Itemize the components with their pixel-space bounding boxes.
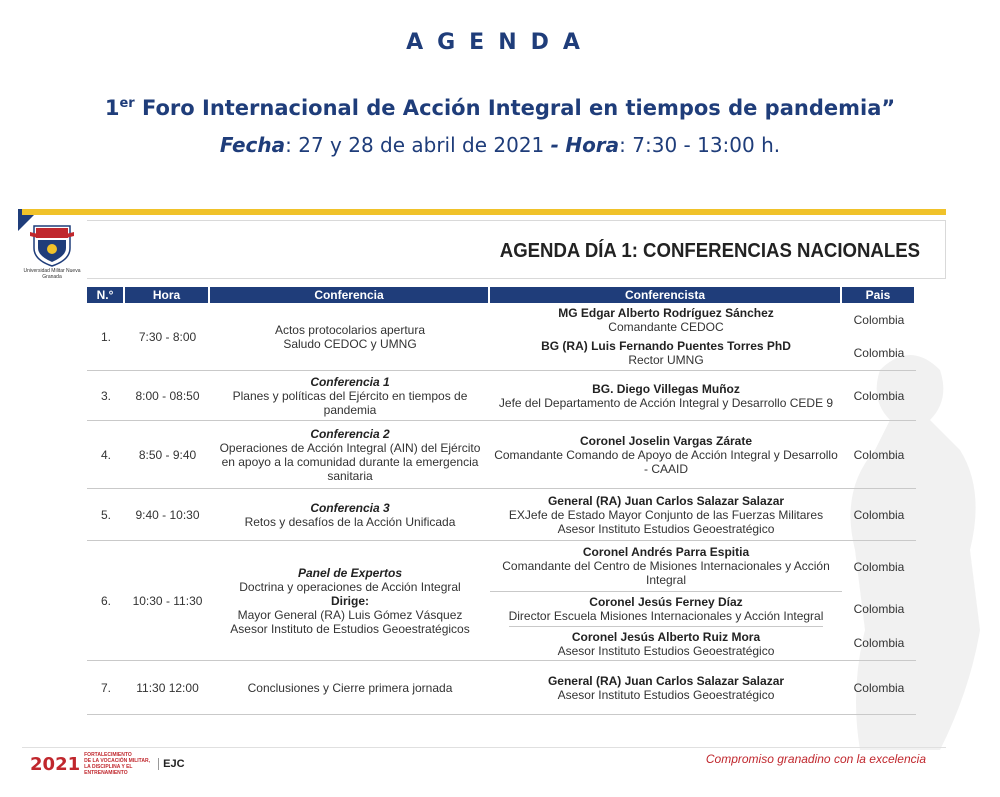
row-hora: 7:30 - 8:00 — [138, 329, 197, 344]
speaker-role: Asesor Instituto Estudios Geoestratégico — [557, 687, 775, 702]
speaker-role: Jefe del Departamento de Acción Integral y Desarrollo CEDE 9 — [498, 395, 834, 410]
row-conference — [210, 421, 490, 488]
speaker-name: MG Edgar Alberto Rodríguez Sánchez — [558, 305, 774, 320]
conference-line: Doctrina y operaciones de Acción Integral — [239, 579, 461, 594]
row-number: 3. — [100, 388, 111, 403]
agenda-table — [87, 287, 916, 715]
table-row — [87, 421, 916, 489]
row-hora: 9:40 - 10:30 — [135, 507, 200, 522]
crest-caption: Universidad Militar Nueva Granada — [23, 268, 81, 280]
speaker — [509, 592, 824, 628]
speaker-role: Comandante CEDOC — [608, 319, 724, 334]
row-hora: 11:30 12:00 — [136, 680, 199, 695]
row-hora: 8:50 - 9:40 — [138, 447, 197, 462]
speaker-name: Coronel Andrés Parra Espitia — [582, 544, 750, 559]
conference-line: Retos y desafíos de la Acción Unificada — [244, 514, 456, 529]
row-hora: 8:00 - 08:50 — [135, 388, 200, 403]
speaker — [490, 541, 842, 592]
pais-value: Colombia — [853, 346, 905, 361]
motto-line: DE LA VOCACIÓN MILITAR, — [84, 758, 150, 764]
gold-divider — [22, 209, 946, 215]
pais-value: Colombia — [853, 636, 905, 650]
conference-title: Panel de Expertos — [297, 565, 403, 580]
row-number: 7. — [100, 680, 111, 695]
conference-title: Conferencia 3 — [310, 500, 390, 515]
row-conference — [210, 303, 490, 370]
pais-value: Colombia — [853, 602, 905, 616]
speaker-role: EXJefe de Estado Mayor Conjunto de las Fuerzas Militares — [508, 507, 824, 522]
row-conference — [210, 489, 490, 540]
hora-value: : 7:30 - 13:00 h. — [619, 133, 781, 157]
speaker-role: Rector UMNG — [628, 353, 704, 368]
subtitle-text: Foro Internacional de Acción Integral en tiempos de pandemia” — [134, 96, 896, 120]
table-row — [87, 371, 916, 421]
speaker — [558, 627, 775, 660]
header-conferencia: Conferencia — [210, 287, 490, 303]
table-row — [87, 303, 916, 371]
dirige-label: Dirige: — [330, 593, 369, 608]
speaker-role: Asesor Instituto Estudios Geoestratégico — [557, 521, 775, 536]
speaker-name: BG (RA) Luis Fernando Puentes Torres PhD — [541, 339, 791, 354]
page-title: AGENDA — [406, 30, 594, 55]
row-speakers — [490, 489, 842, 540]
subtitle-sup: er — [119, 96, 135, 111]
row-speakers — [490, 371, 842, 420]
table-row — [87, 541, 916, 661]
pais-value: Colombia — [853, 312, 905, 327]
conference-title: Conferencia 2 — [310, 426, 390, 441]
dateline-separator: - — [550, 133, 559, 157]
row-pais — [842, 541, 916, 660]
row-speakers — [490, 541, 842, 660]
speaker-name: General (RA) Juan Carlos Salazar Salazar — [547, 673, 785, 688]
motto-line: LA DISCIPLINA Y EL ENTRENAMIENTO — [84, 764, 133, 776]
ejc-logo: EJC — [158, 758, 184, 770]
row-speakers — [490, 421, 842, 488]
footer-motto — [84, 752, 154, 776]
speaker-role: Comandante Comando de Apoyo de Acción Integral y Desarrollo - CAAID — [494, 447, 838, 476]
footer-tagline: Compromiso granadino con la excelencia — [705, 752, 926, 766]
footer-logo — [30, 752, 185, 776]
speaker-role: Comandante del Centro de Misiones Internacionales y Acción Integral — [502, 558, 830, 587]
table-header — [87, 287, 916, 303]
fecha-value: : 27 y 28 de abril de 2021 — [285, 133, 551, 157]
dateline — [0, 133, 1000, 157]
speaker-role: Director Escuela Misiones Internacionales y Acción Integral — [508, 608, 824, 623]
pais-value: Colombia — [853, 680, 905, 695]
pais-value: Colombia — [853, 388, 905, 403]
row-conference — [210, 371, 490, 420]
event-subtitle — [0, 96, 1000, 120]
header-pais: Pais — [842, 287, 916, 303]
subtitle-prefix: 1 — [104, 96, 120, 120]
speaker-name: General (RA) Juan Carlos Salazar Salazar — [547, 493, 785, 508]
conference-title: Conferencia 1 — [310, 374, 390, 389]
row-conference — [210, 541, 490, 660]
conference-line: Actos protocolarios apertura — [274, 322, 426, 337]
conference-line: Planes y políticas del Ejército en tiempos de pandemia — [232, 388, 468, 417]
row-pais — [842, 303, 916, 370]
row-number: 1. — [100, 329, 111, 344]
speaker-name: Coronel Jesús Alberto Ruiz Mora — [571, 629, 761, 644]
header-hora: Hora — [125, 287, 210, 303]
year-prefix: 20 — [30, 753, 56, 775]
conference-line: Operaciones de Acción Integral (AIN) del Ejército en apoyo a la comunidad durante la emergencia sanitaria — [219, 440, 481, 483]
speaker-name: Coronel Jesús Ferney Díaz — [589, 594, 743, 609]
motto-line: FORTALECIMIENTO — [84, 752, 132, 758]
table-row — [87, 661, 916, 715]
speaker — [558, 303, 774, 337]
header-conferencista: Conferencista — [490, 287, 842, 303]
row-speakers — [490, 661, 842, 714]
footer-divider — [22, 747, 946, 748]
pais-value: Colombia — [853, 447, 905, 462]
header-number: N.° — [87, 287, 125, 303]
speaker-name: BG. Diego Villegas Muñoz — [592, 381, 740, 396]
dirige-line: Mayor General (RA) Luis Gómez Vásquez — [237, 607, 463, 622]
pais-value: Colombia — [853, 559, 905, 574]
hora-label: Hora — [565, 133, 620, 157]
conference-line: Conclusiones y Cierre primera jornada — [247, 680, 453, 695]
day-title: AGENDA DÍA 1: CONFERENCIAS NACIONALES — [499, 240, 920, 262]
speaker-name: Coronel Joselin Vargas Zárate — [579, 433, 753, 448]
year-suffix: 21 — [55, 753, 81, 775]
fecha-label: Fecha — [219, 133, 286, 157]
table-row — [87, 489, 916, 541]
speaker-role: Asesor Instituto Estudios Geoestratégico — [557, 643, 775, 658]
row-number: 5. — [100, 507, 111, 522]
row-hora: 10:30 - 11:30 — [132, 593, 203, 608]
footer-year — [30, 754, 80, 775]
dirige-line: Asesor Instituto de Estudios Geoestratégicos — [230, 621, 470, 636]
pais-value: Colombia — [853, 507, 905, 522]
row-number: 4. — [100, 447, 111, 462]
conference-line: Saludo CEDOC y UMNG — [283, 336, 417, 351]
speaker — [541, 337, 791, 371]
row-number: 6. — [100, 593, 111, 608]
row-speakers — [490, 303, 842, 370]
